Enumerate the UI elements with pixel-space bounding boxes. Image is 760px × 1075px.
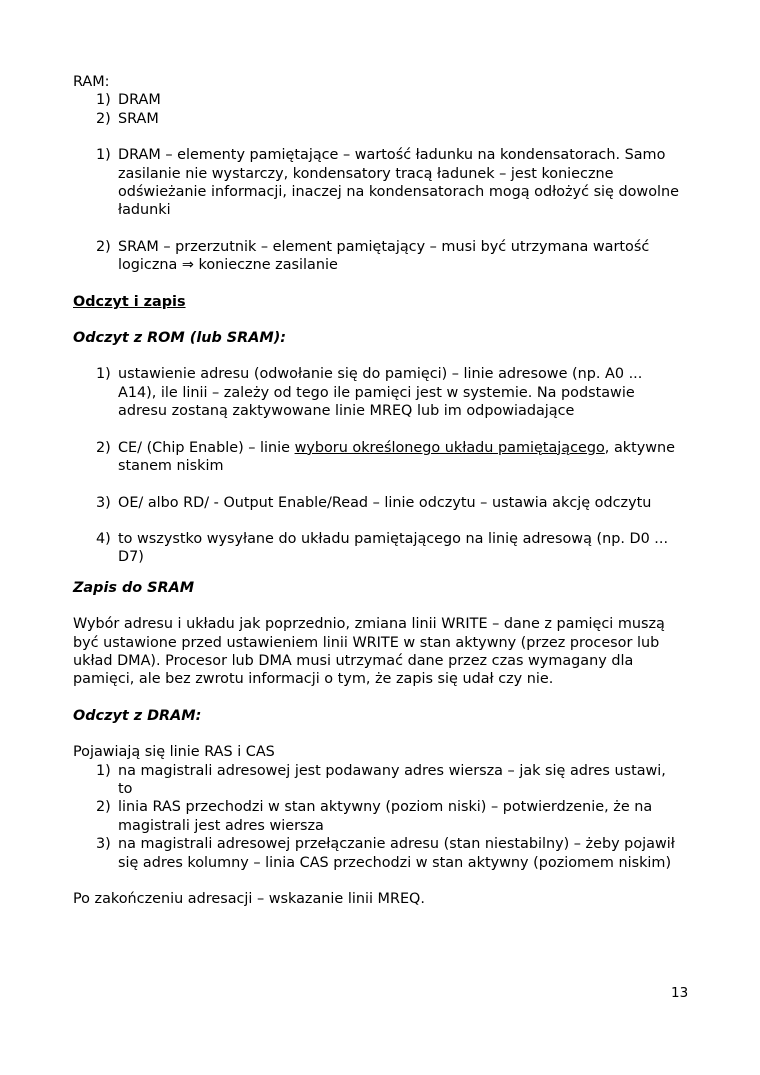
- underlined-phrase: wyboru określonego układu pamiętającego: [294, 439, 605, 456]
- rom-read-steps: [73, 365, 683, 566]
- dram-read-steps: [73, 762, 683, 872]
- list-item: [73, 365, 683, 420]
- ram-label: RAM:: [73, 74, 110, 90]
- list-item: [73, 798, 683, 835]
- list-number: 1): [96, 762, 111, 779]
- list-text: OE/ albo RD/ - Output Enable/Read – linie odczytu – ustawia akcję odczytu: [118, 494, 652, 511]
- section-heading-dram-read: Odczyt z DRAM:: [73, 707, 202, 724]
- list-text-suffix: , aktywne stanem niskim: [118, 439, 676, 475]
- list-text: na magistrali adresowej jest podawany adres wiersza – jak się adres ustawi, to: [118, 762, 666, 797]
- list-text: SRAM – przerzutnik – element pamiętający – musi być utrzymana wartość logiczna ⇒ konieczne zasilanie: [118, 238, 650, 274]
- list-number: 2): [96, 439, 111, 456]
- list-text-prefix: CE/ (Chip Enable) – linie: [118, 439, 295, 456]
- ram-descriptions-list: [73, 146, 683, 274]
- list-number: 3): [96, 494, 111, 511]
- list-number: 1): [96, 92, 111, 109]
- page-number: 13: [671, 985, 689, 1001]
- list-number: 1): [96, 366, 111, 383]
- list-text: DRAM: [118, 92, 161, 109]
- list-item: [73, 494, 683, 512]
- list-number: 2): [96, 238, 111, 255]
- list-text: linia RAS przechodzi w stan aktywny (poziom niski) – potwierdzenie, że na magistrali jest adres wiersza: [118, 799, 653, 834]
- list-item: [73, 530, 683, 567]
- list-text: ustawienie adresu (odwołanie się do pamięci) – linie adresowe (np. A0 ... A14), ile linii – zależy od tego ile pamięci jest w systemie. Na podstawie adresu zostaną zaktywowane linie MREQ lub im odpowiadające: [118, 366, 643, 420]
- list-number: 1): [96, 147, 111, 164]
- list-item: [73, 238, 683, 275]
- dram-read-intro: Pojawiają się linie RAS i CAS: [73, 744, 275, 761]
- list-text: SRAM: [118, 110, 159, 127]
- list-number: 2): [96, 799, 111, 816]
- section-heading-sram-write: Zapis do SRAM: [73, 579, 195, 596]
- list-item: [73, 835, 683, 872]
- list-number: 2): [96, 110, 111, 127]
- section-heading-read-write: Odczyt i zapis: [73, 293, 186, 310]
- dram-read-closing: Po zakończeniu adresacji – wskazanie linii MREQ.: [73, 891, 425, 907]
- list-text: to wszystko wysyłane do układu pamiętającego na linię adresową (np. D0 ... D7): [118, 530, 669, 566]
- list-number: 3): [96, 836, 111, 853]
- list-item: [73, 91, 683, 109]
- list-text: DRAM – elementy pamiętające – wartość ładunku na kondensatorach. Samo zasilanie nie wystarczy, kondensatory tracą ładunek – jest konieczne odświeżanie informacji, inaczej na kondensatorach mogą odłożyć się dowolne ładunki: [118, 147, 679, 219]
- list-item: [73, 439, 683, 476]
- sram-write-paragraph: Wybór adresu i układu jak poprzednio, zmiana linii WRITE – dane z pamięci muszą być ustawione przed ustawieniem linii WRITE w stan aktywny (przez procesor lub układ DMA). Procesor lub DMA musi utrzymać dane przez czas wymagany dla pamięci, ale bez zwrotu informacji o tym, że zapis się udał czy nie.: [73, 616, 665, 688]
- list-item: [73, 762, 683, 799]
- ram-types-list: [73, 91, 683, 128]
- list-text: na magistrali adresowej przełączanie adresu (stan niestabilny) – żeby pojawił się adres kolumny – linia CAS przechodzi w stan aktywny (poziomem niskim): [118, 836, 675, 871]
- list-number: 4): [96, 530, 111, 547]
- list-item: [73, 146, 683, 220]
- list-item: [73, 110, 683, 128]
- document-page: [73, 73, 683, 908]
- section-heading-rom-read: Odczyt z ROM (lub SRAM):: [73, 330, 287, 347]
